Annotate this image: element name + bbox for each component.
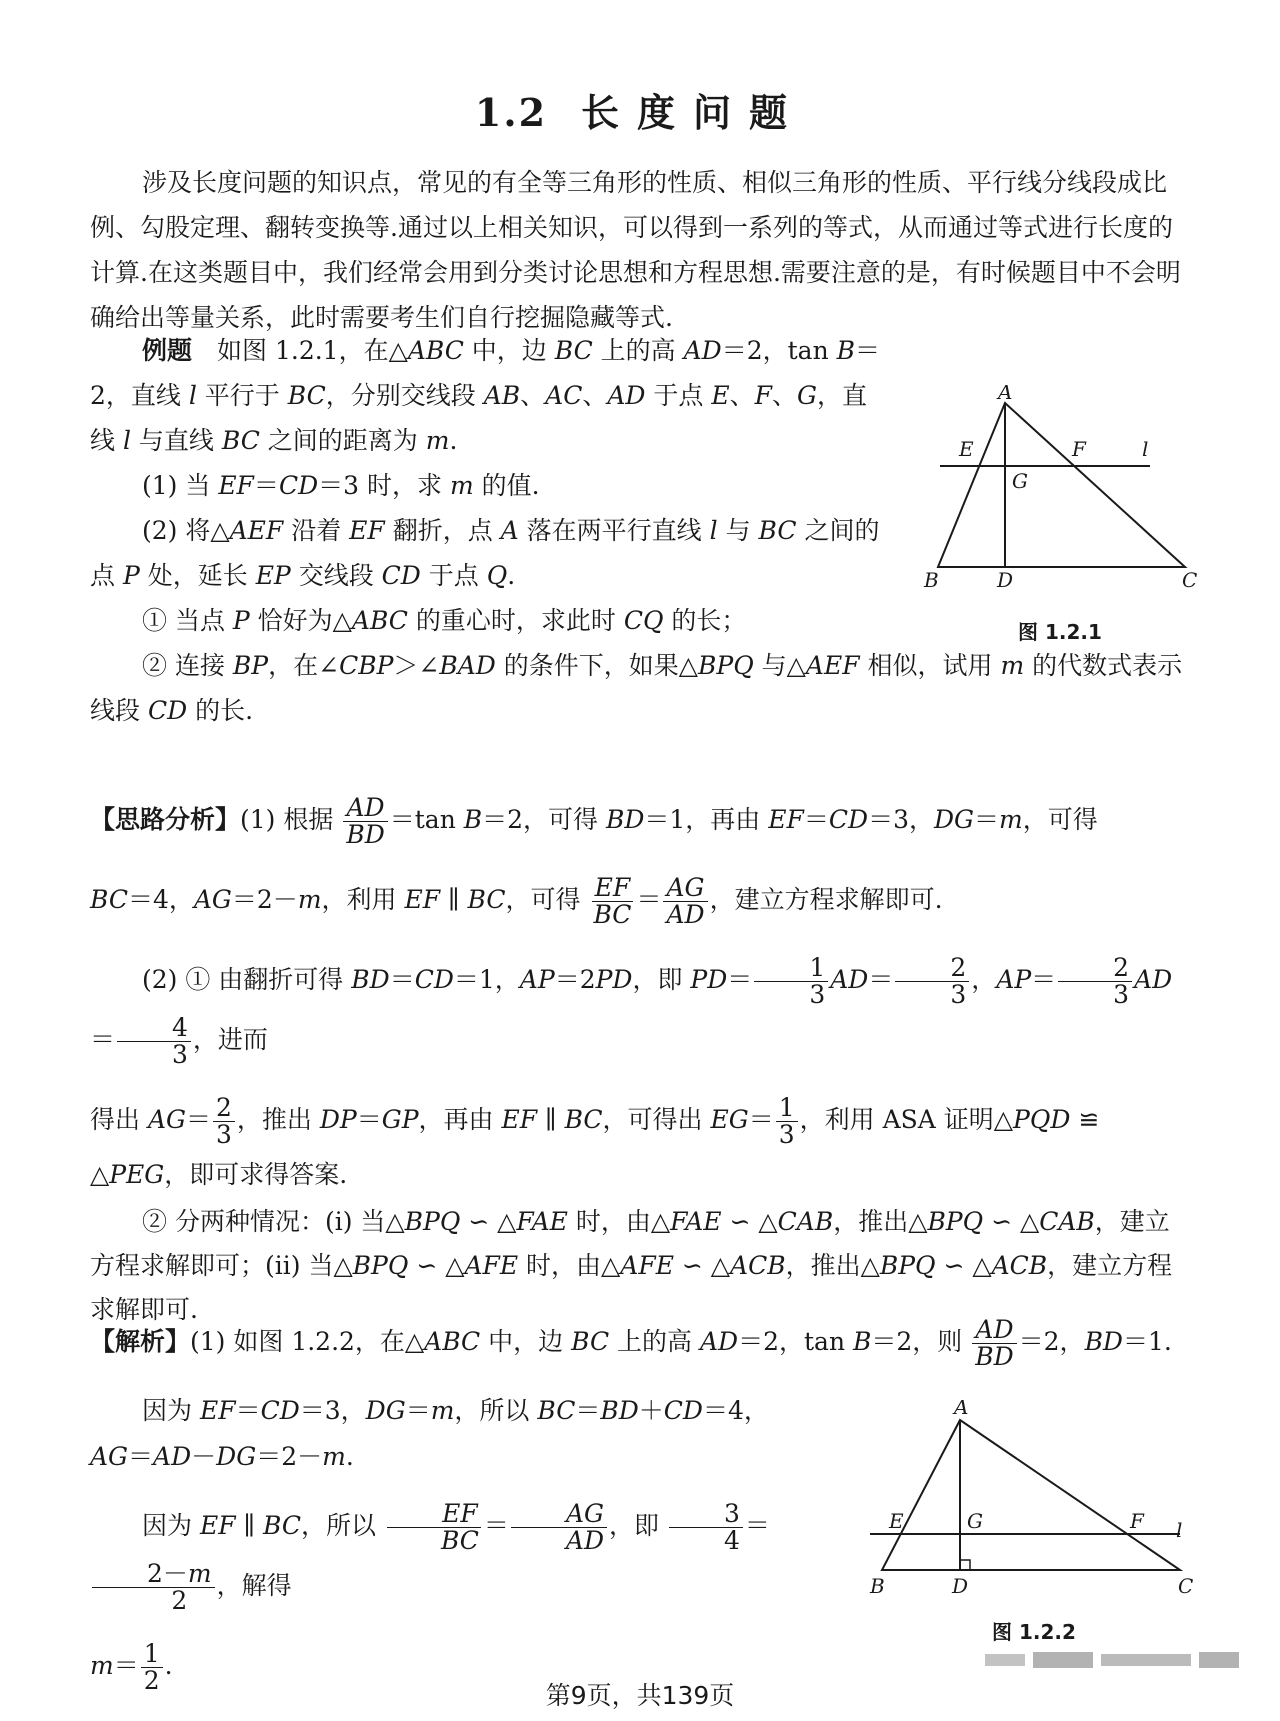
figure-1-2-1	[920, 385, 1210, 595]
label-b-2: B	[870, 1574, 885, 1598]
solution-steps: 因为 EF＝CD＝3，DG＝m，所以 BC＝BD＋CD＝4， AG＝AD－DG＝2－m. 因为 EF ∥ BC，所以 $\frac{EF}{BC}$ ＝ $\frac{AG}{AD}$ ，即 $\frac{3}{4}$ ＝ $\frac{2-m}{2}$ ，解得 m＝ $\frac{1}{2}$ .	[90, 1396, 770, 1695]
label-a: A	[998, 385, 1013, 404]
figure-1-2-2	[860, 1400, 1210, 1600]
example-label: 例题	[142, 336, 193, 365]
label-e: E	[959, 437, 974, 461]
right-angle-mark	[960, 1560, 970, 1570]
label-l: l	[1142, 437, 1149, 461]
triangle-abc-2	[882, 1420, 1183, 1570]
page-footer: 第9页，共139页	[545, 1681, 735, 1710]
label-f-2: F	[1130, 1509, 1144, 1533]
label-d: D	[997, 568, 1014, 592]
figure-1-2-1-caption: 图 1.2.1	[1018, 620, 1102, 644]
triangle-abc	[938, 403, 1185, 567]
label-d-2: D	[952, 1574, 969, 1598]
intro-paragraph: 涉及长度问题的知识点，常见的有全等三角形的性质、相似三角形的性质、平行线分线段成比例、勾股定理、翻转变换等.通过以上相关知识，可以得到一系列的等式，从而通过等式进行长度的计算.在这类题目中，我们经常会用到分类讨论思想和方程思想.需要注意的是，有时候题目中不会明确给出等量关系，此时需要考生们自行挖掘隐藏等式.	[90, 168, 1181, 332]
label-e-2: E	[889, 1509, 904, 1533]
analysis-label: 【思路分析】	[90, 805, 241, 834]
label-f: F	[1072, 437, 1086, 461]
section-title	[0, 82, 1280, 137]
example-problem: 例题 如图 1.2.1，在△ABC 中，边 BC 上的高 AD＝2，tan B＝2，直线 l 平行于 BC，分别交线段 AB、AC、AD 于点 E、F、G，直线 l 与直线 BC 之间的距离为 m. (1) 当 EF＝CD＝3 时，求 m 的值. (2) 将△AEF 沿着 EF 翻折，点 A 落在两平行直线 l 与 BC 之间的点 P 处，延长 EP 交线段 CD 于点 Q.	[90, 336, 881, 590]
label-c: C	[1182, 568, 1198, 592]
label-l-2: l	[1176, 1518, 1183, 1542]
solution-section: 【解析】(1) 如图 1.2.2，在△ABC 中，边 BC 上的高 AD＝2，tan B＝2，则 $\frac{AD}{BD}$ ＝2，BD＝1.	[90, 1314, 1172, 1371]
analysis-section: 【思路分析】(1) 根据 $\frac{AD}{BD}$ ＝tan B＝2，可得 BD＝1，再由 EF＝CD＝3，DG＝m，可得 BC＝4，AG＝2－m，利用 EF ∥ BC，可得 $\frac{EF}{BC}$ ＝ $\frac{AG}{AD}$ ，建立方程求解即可. (2) ① 由翻折可得 BD＝CD＝1，AP＝2PD，即 PD＝ $\frac{1}{3}$ AD＝ $\frac{2}{3}$ ，AP＝ $\frac{2}{3}$ AD＝ $\frac{4}{3}$ ，进而 得出 AG＝ $\frac{2}{3}$ ，推出 DP＝GP，再由 EF ∥ BC，可得出 EG＝ $\frac{1}{3}$ ，利用 ASA 证明△PQD ≌ △PEG，即可求得答案. ② 分两种情况：(ⅰ) 当△BPQ ∽ △FAE 时，由△FAE ∽ △CAB，推出△BPQ ∽ △CAB，建立方程求解即可；(ⅱ) 当△BPQ ∽ △AFE 时，由△AFE ∽ △ACB，推出△BPQ ∽ △ACB，建立方程求解即可.	[90, 792, 1173, 1324]
label-a-2: A	[954, 1400, 969, 1419]
solution-label: 【解析】	[90, 1327, 191, 1356]
example-subparts: ① 当点 P 恰好为△ABC 的重心时，求此时 CQ 的长； ② 连接 BP，在∠CBP＞∠BAD 的条件下，如果△BPQ 与△AEF 相似，试用 m 的代数式表示线段 CD 的长.	[90, 606, 1183, 725]
section-number: 1.2	[474, 90, 548, 135]
label-c-2: C	[1178, 1574, 1194, 1598]
watermark-bar	[985, 1648, 1245, 1672]
label-g: G	[1012, 469, 1028, 493]
label-b: B	[924, 568, 939, 592]
section-heading: 长度问题	[581, 90, 806, 135]
figure-1-2-2-caption: 图 1.2.2	[992, 1620, 1076, 1644]
label-g-2: G	[967, 1509, 983, 1533]
